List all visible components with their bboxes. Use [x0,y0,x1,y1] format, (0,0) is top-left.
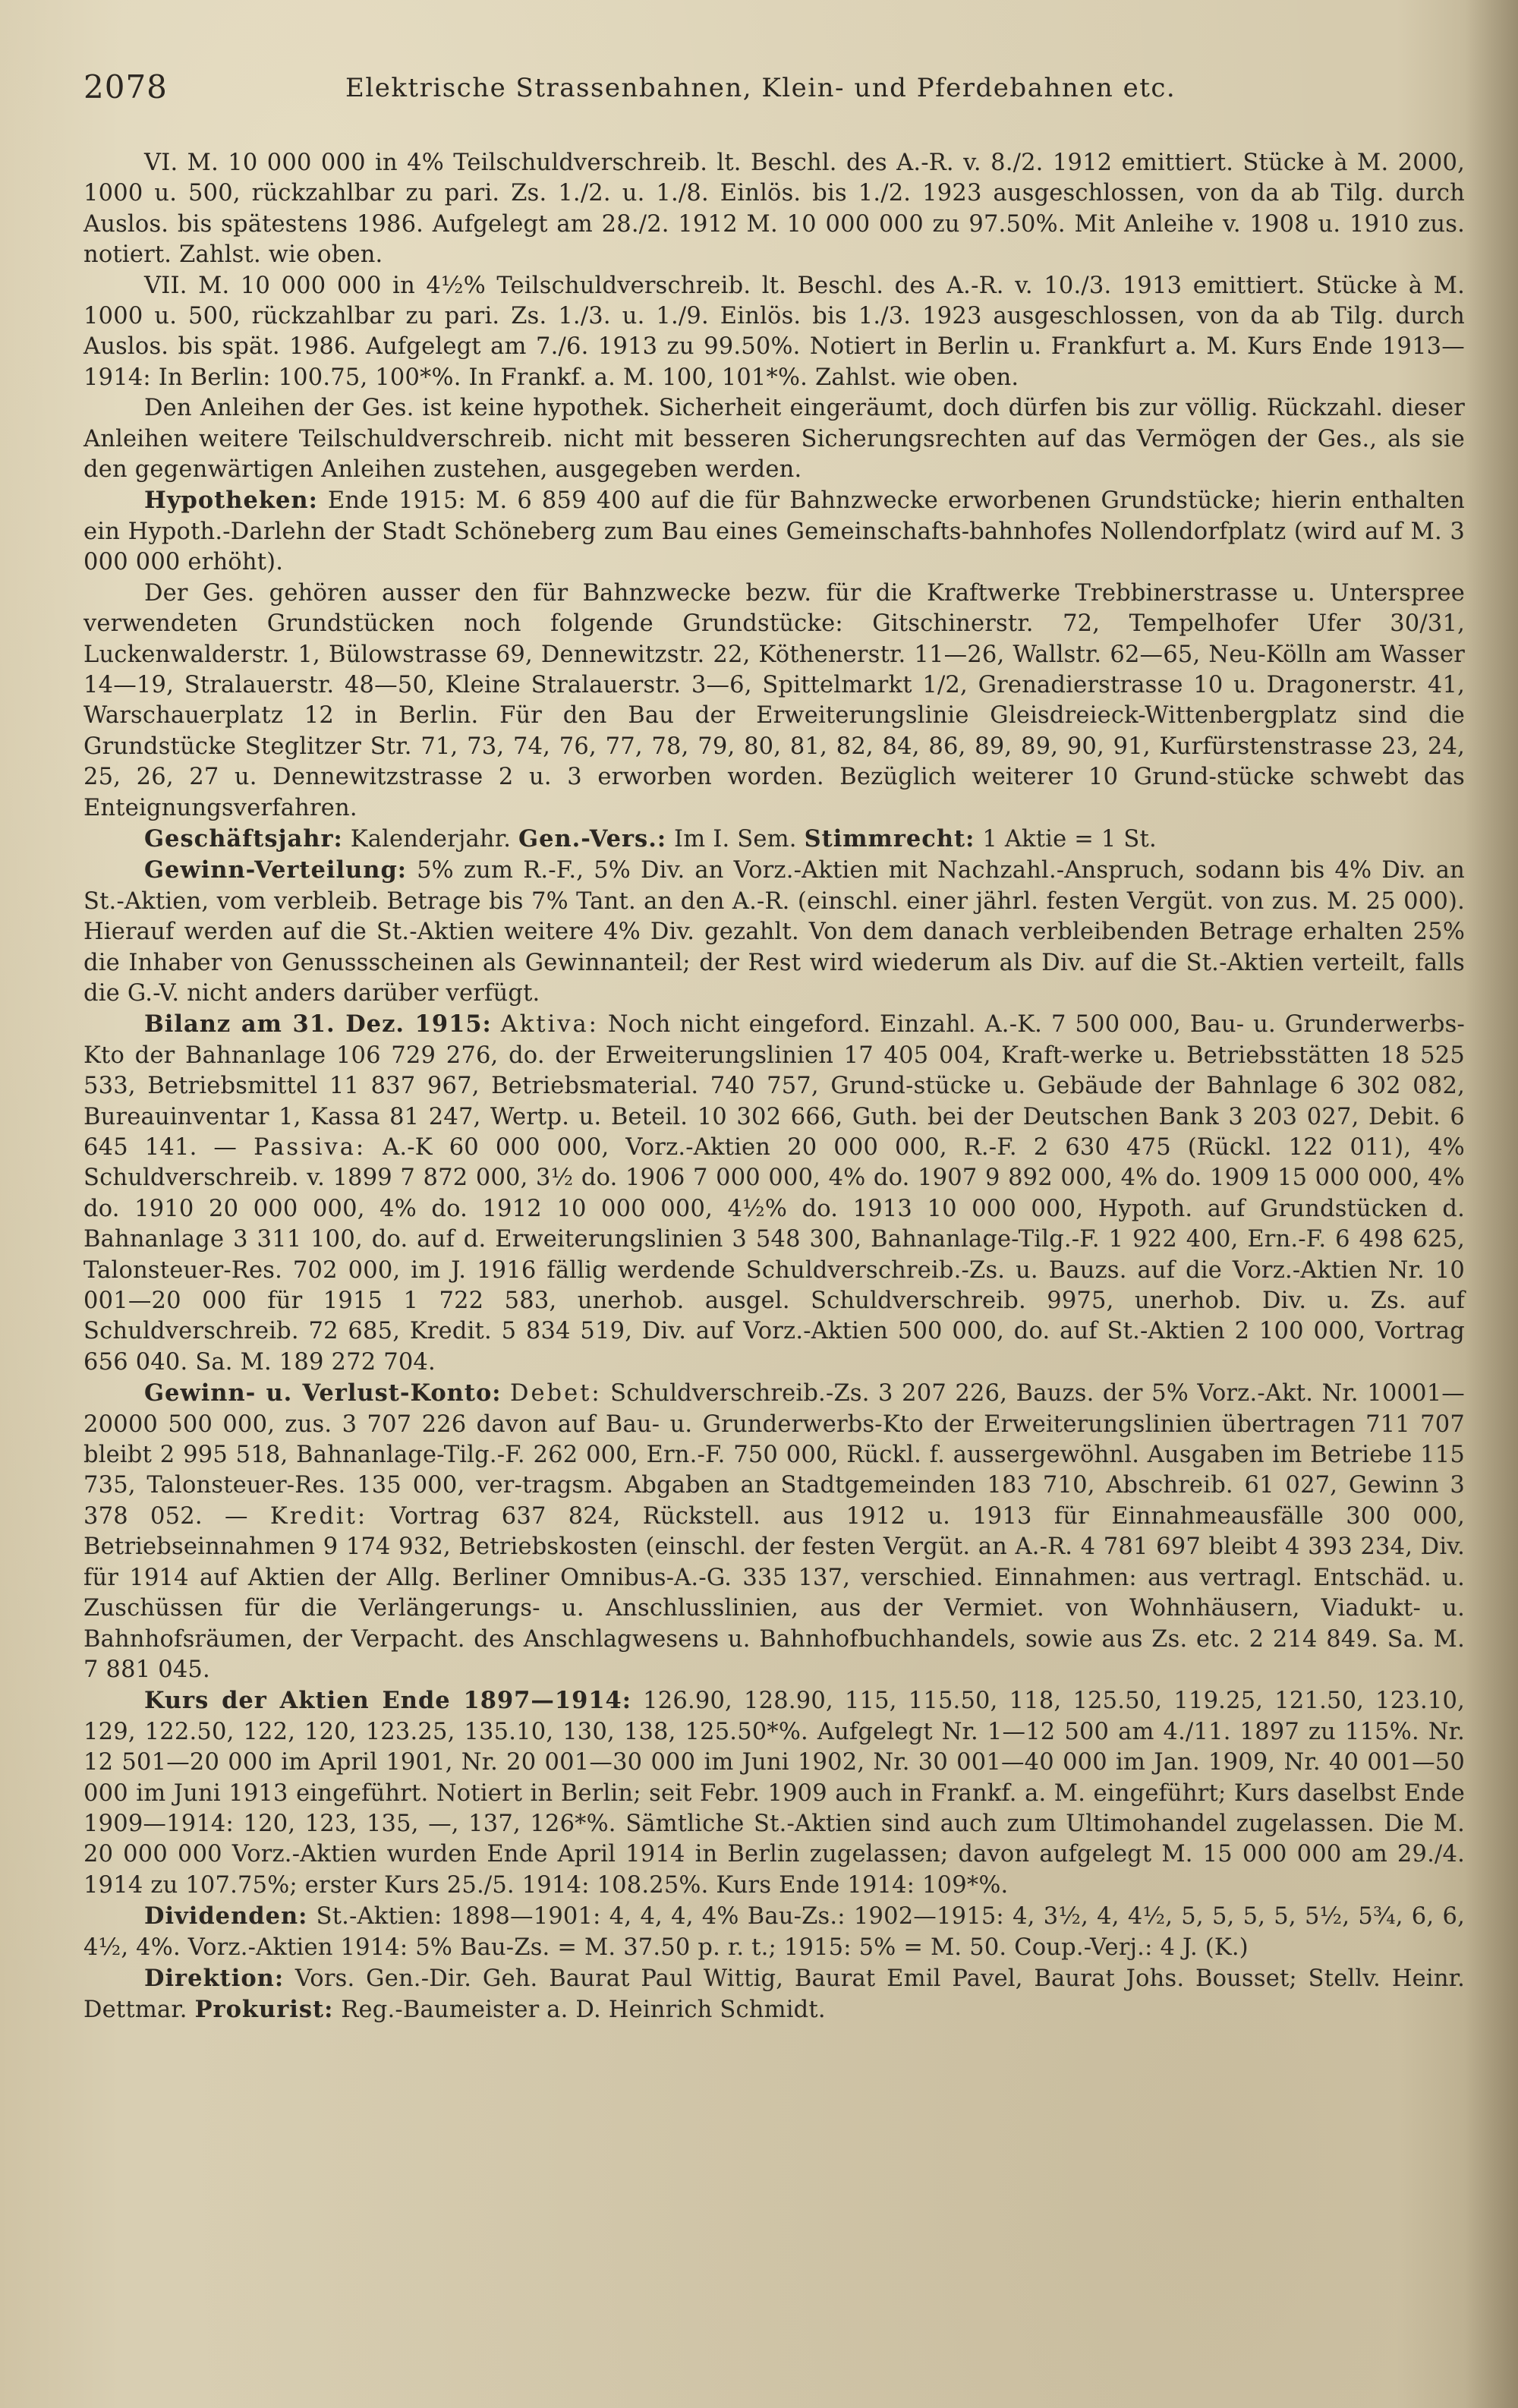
main-text [83,148,1465,2026]
paragraph-security [83,393,1465,485]
dividends-text: St.-Aktien: 1898—1901: 4, 4, 4, 4% Bau-Zs.: 1902—1915: 4, 3½, 4, 4½, 5, 5, 5, 5, 5½, 5¾, 6, 6, 4½, 4%. Vorz.-Aktien 1914: 5% Bau-Zs. = M. 37.50 p. r. t.; 1915: 5% = M. 50. Coup.-Verj.: 4 J. (K.) [83,1903,1465,1961]
debit-label: Debet: [510,1380,602,1407]
mortgages-heading: Hypotheken: [144,487,318,515]
running-title: Elektrische Strassenbahnen, Klein- und Pferdebahnen etc. [345,73,1176,103]
paragraph-management [83,1963,1465,2026]
loan-vi-text: VI. M. 10 000 000 in 4% Teilschuldverschreib. lt. Beschl. des A.-R. v. 8./2. 1912 emittiert. Stücke à M. 2000, 1000 u. 500, rückzahlbar zu pari. Zs. 1./2. u. 1./8. Einlös. bis 1./2. 1923 ausgeschlossen, von da ab Tilg. durch Auslos. bis spätestens 1986. Aufgelegt am 28./2. 1912 M. 10 000 000 zu 97.50%. Mit Anleihe v. 1908 u. 1910 zus. notiert. Zahlst. wie oben. [83,150,1465,269]
general-meeting-heading: Gen.-Vers.: [518,824,667,853]
paragraph-profit-loss [83,1378,1465,1685]
paragraph-share-prices [83,1685,1465,1901]
paragraph-fiscal-year [83,824,1465,855]
page-number: 2078 [83,68,168,106]
profit-distribution-heading: Gewinn-Verteilung: [144,856,408,884]
authorized-officer-heading: Prokurist: [194,1996,334,2024]
debit-text: Schuldverschreib.-Zs. 3 207 226, Bauzs. der 5% Vorz.-Akt. Nr. 10001—20000 500 000, zus. 3 707 226 davon auf Bau- u. Grunderwerbs-Kto der Erweiterungslinien übertragen 711 707 bleibt 2 995 518, Bahnanlage-Tilg.-F. 262 000, Ern.-F. 750 000, Rückl. f. aussergewöhnl. Ausgaben im Betriebe 115 735, Talonsteuer-Res. 135 000, ver-tragsm. Abgaben an Stadtgemeinden 183 710, Abschreib. 61 027, Gewinn 3 378 052. — [83,1380,1465,1530]
paragraph-dividends [83,1901,1465,1963]
paragraph-properties [83,578,1465,824]
share-prices-text: 126.90, 128.90, 115, 115.50, 118, 125.50, 119.25, 121.50, 123.10, 129, 122.50, 122, 120, 123.25, 135.10, 130, 138, 125.50*%. Aufgelegt Nr. 1—12 500 am 4./11. 1897 zu 115%. Nr. 12 501—20 000 im April 1901, Nr. 20 001—30 000 im Juni 1902, Nr. 30 001—40 000 im Jan. 1909, Nr. 40 001—50 000 im Juni 1913 eingeführt. Notiert in Berlin; seit Febr. 1909 auch in Frankf. a. M. eingeführt; Kurs daselbst Ende 1909—1914: 120, 123, 135, —, 137, 126*%. Sämtliche St.-Aktien sind auch zum Ultimohandel zugelassen. Die M. 20 000 000 Vorz.-Aktien wurden Ende April 1914 in Berlin zugelassen; davon aufgelegt M. 15 000 000 am 29./4. 1914 zu 107.75%; erster Kurs 25./5. 1914: 108.25%. Kurs Ende 1914: 109*%. [83,1688,1465,1899]
share-prices-heading: Kurs der Aktien Ende 1897—1914: [144,1687,632,1715]
page-header [83,68,1465,114]
properties-text: Der Ges. gehören ausser den für Bahnzwecke bezw. für die Kraftwerke Trebbinerstrasse u. Unterspree verwendeten Grundstücken noch folgende Grundstücke: Gitschinerstr. 72, Tempelhofer Ufer 30/31, Luckenwalderstr. 1, Bülowstrasse 69, Dennewitzstr. 22, Köthenerstr. 11—26, Wallstr. 62—65, Neu-Kölln am Wasser 14—19, Stralauerstr. 48—50, Kleine Stralauerstr. 3—6, Spittelmarkt 1/2, Grenadierstrasse 10 u. Dragonerstr. 41, Warschauerplatz 12 in Berlin. Für den Bau der Erweiterungslinie Gleisdreieck-Wittenbergplatz sind die Grundstücke Steglitzer Str. 71, 73, 74, 76, 77, 78, 79, 80, 81, 82, 84, 86, 89, 89, 90, 91, Kurfürstenstrasse 23, 24, 25, 26, 27 u. Dennewitzstrasse 2 u. 3 erworben worden. Bezüglich weiterer 10 Grund-stücke schwebt das Enteignungsverfahren. [83,579,1465,821]
paragraph-loan-vi [83,148,1465,271]
credit-label: Kredit: [269,1502,368,1530]
page-edge-shadow [1465,0,1518,2408]
paragraph-loan-vii [83,271,1465,394]
security-text: Den Anleihen der Ges. ist keine hypothek. Sicherheit eingeräumt, doch dürfen bis zur völlig. Rückzahl. dieser Anleihen weitere Teilschuldverschreib. nicht mit besseren Sicherungsrechten auf das Vermögen der Ges., als sie den gegenwärtigen Anleihen zustehen, ausgegeben werden. [83,395,1465,484]
fiscal-year-text: Kalenderjahr. [350,825,512,853]
general-meeting-text: Im I. Sem. [674,825,797,853]
credit-text: Vortrag 637 824, Rückstell. aus 1912 u. 1913 für Einnahmeausfälle 300 000, Betriebseinnahmen 9 174 932, Betriebskosten (einschl. der festen Vergüt. an A.-R. 4 781 697 bleibt 4 393 234, Div. für 1914 auf Aktien der Allg. Berliner Omnibus-A.-G. 335 137, verschied. Einnahmen: aus vertragl. Entschäd. u. Zuschüssen für die Verlängerungs- u. Anschlusslinien, aus der Vermiet. von Wohnhäusern, Viadukt- u. Bahnhofsräumen, der Verpacht. des Anschlagwesens u. Bahnhofbuchhandels, sowie aus Zs. etc. 2 214 849. Sa. M. 7 881 045. [83,1502,1465,1683]
fiscal-year-heading: Geschäftsjahr: [144,824,343,853]
assets-text: Noch nicht eingeford. Einzahl. A.-K. 7 500 000, Bau- u. Grunderwerbs-Kto der Bahnanlage 106 729 276, do. der Erweiterungslinien 17 405 004, Kraft-werke u. Betriebsstätten 18 525 533, Betriebsmittel 11 837 967, Betriebsmaterial. 740 757, Grund-stücke u. Gebäude der Bahnlage 6 302 082, Bureauinventar 1, Kassa 81 247, Wertp. u. Beteil. 10 302 666, Guth. bei der Deutschen Bank 3 203 027, Debit. 6 645 141. — [83,1011,1465,1161]
voting-right-heading: Stimmrecht: [804,824,975,853]
profit-loss-heading: Gewinn- u. Verlust-Konto: [144,1379,502,1407]
loan-vii-text: VII. M. 10 000 000 in 4½% Teilschuldverschreib. lt. Beschl. des A.-R. v. 10./3. 1913 emittiert. Stücke à M. 1000 u. 500, rückzahlbar zu pari. Zs. 1./3. u. 1./9. Einlös. bis 1./3. 1923 ausgeschlossen, von da ab Tilg. durch Auslos. bis spät. 1986. Aufgelegt am 7./6. 1913 zu 99.50%. Notiert in Berlin u. Frankfurt a. M. Kurs Ende 1913—1914: In Berlin: 100.75, 100*%. In Frankf. a. M. 100, 101*%. Zahlst. wie oben. [83,272,1465,391]
liabilities-label: Passiva: [254,1134,367,1161]
assets-label: Aktiva: [500,1011,599,1039]
dividends-heading: Dividenden: [144,1902,308,1930]
paragraph-balance-sheet [83,1009,1465,1378]
voting-right-text: 1 Aktie = 1 St. [982,825,1157,853]
mortgages-text: Ende 1915: M. 6 859 400 auf die für Bahnzwecke erworbenen Grundstücke; hierin enthalten ein Hypoth.-Darlehn der Stadt Schöneberg zum Bau eines Gemeinschafts-bahnhofes Nollendorfplatz (wird auf M. 3 000 000 erhöht). [83,487,1465,576]
balance-sheet-heading: Bilanz am 31. Dez. 1915: [144,1010,492,1039]
management-heading: Direktion: [144,1964,285,1992]
authorized-officer-text: Reg.-Baumeister a. D. Heinrich Schmidt. [341,1997,826,2024]
paragraph-profit-distribution [83,855,1465,1009]
paragraph-mortgages [83,485,1465,578]
liabilities-text: A.-K 60 000 000, Vorz.-Aktien 20 000 000, R.-F. 2 630 475 (Rückl. 122 011), 4% Schuldverschreib. v. 1899 7 872 000, 3½ do. 1906 7 000 000, 4% do. 1907 9 892 000, 4% do. 1909 15 000 000, 4% do. 1910 20 000 000, 4% do. 1912 10 000 000, 4½% do. 1913 10 000 000, Hypoth. auf Grundstücken d. Bahnanlage 3 311 100, do. auf d. Erweiterungslinien 3 548 300, Bahnanlage-Tilg.-F. 1 922 400, Ern.-F. 6 498 625, Talonsteuer-Res. 702 000, im J. 1916 fällig werdende Schuldverschreib.-Zs. u. Bauzs. auf die Vorz.-Aktien Nr. 10 001—20 000 für 1915 1 722 583, unerhob. ausgel. Schuldverschreib. 9975, unerhob. Div. u. Zs. auf Schuldverschreib. 72 685, Kredit. 5 834 519, Div. auf Vorz.-Aktien 500 000, do. auf St.-Aktien 2 100 000, Vortrag 656 040. Sa. M. 189 272 704. [83,1134,1465,1376]
profit-distribution-text: 5% zum R.-F., 5% Div. an Vorz.-Aktien mit Nachzahl.-Anspruch, sodann bis 4% Div. an St.-Aktien, vom verbleib. Betrage bis 7% Tant. an den A.-R. (einschl. einer jährl. festen Vergüt. von zus. M. 25 000). Hierauf werden auf die St.-Aktien weitere 4% Div. gezahlt. Von dem danach verbleibenden Betrage erhalten 25% die Inhaber von Genussscheinen als Gewinnanteil; der Rest wird wiederum als Div. auf die St.-Aktien verteilt, falls die G.-V. nicht anders darüber verfügt. [83,857,1465,1007]
management-text: Vors. Gen.-Dir. Geh. Baurat Paul Wittig, Baurat Emil Pavel, Baurat Johs. Bousset; Stellv. Heinr. Dettmar. [83,1965,1465,2024]
